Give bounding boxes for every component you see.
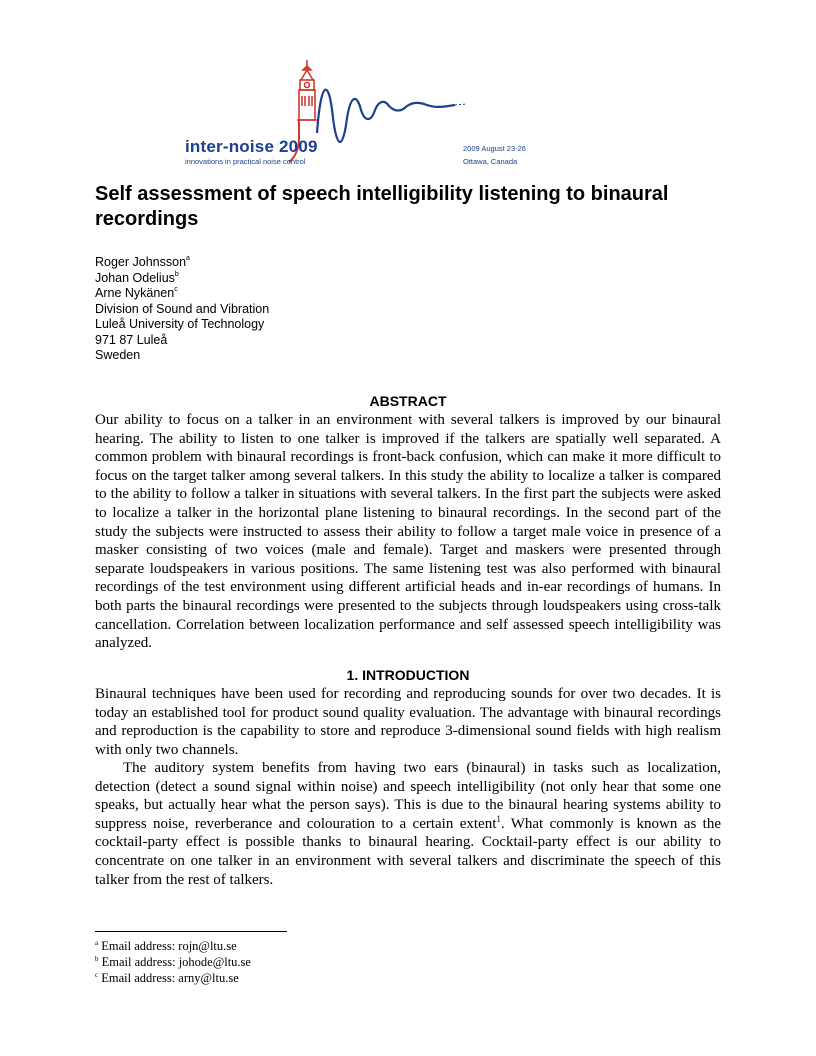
abstract-text: Our ability to focus on a talker in an environment with several talkers is improved by our binaural hearing. The ability to listen to one talker is improved if the talkers are spatially well separated. A common problem with binaural recordings is front-back confusion, which can make it more difficult to focus on the target talker among several talkers. In this study the ability to localize a talker is compared to the ability to follow a talker in situations with several talkers. In the first part the subjects were asked to localize a talker in the horizontal plane listening to binaural recordings. In the second part of the study the subjects were instructed to assess their ability to follow a target male voice in presence of a masker consisting of two voices (male and female). Target and maskers were presented through separate loudspeakers in various positions. The same listening test was also performed with binaural recordings of the test environment using different artificial heads and in-ear recordings of humans. In both parts the binaural recordings were presented to the subjects through loudspeakers using cross-talk cancellation. Correlation between localization performance and self assessed speech intelligibility was analyzed.	[95, 412, 721, 652]
footnote: $^b$ Email address: johode@ltu.se	[95, 955, 251, 969]
author: Johan Odelius$^b$	[95, 270, 179, 285]
introduction-heading: 1. INTRODUCTION	[346, 667, 470, 683]
conference-tagline: innovations in practical noise control	[185, 157, 306, 166]
conference-name: inter-noise 2009	[185, 137, 318, 156]
citation-marker: 1	[496, 813, 501, 824]
paper-title: Self assessment of speech intelligibility listening to binaural recordings	[95, 183, 669, 230]
author: Roger Johnsson$^a$	[95, 255, 190, 269]
affiliation-line: Luleå University of Technology	[95, 317, 265, 331]
abstract-heading: ABSTRACT	[369, 393, 447, 409]
footnote: $^c$ Email address: arny@ltu.se	[95, 971, 239, 985]
conference-location: Ottawa, Canada	[463, 157, 518, 166]
footnotes	[95, 938, 251, 986]
affiliation-line: Sweden	[95, 348, 141, 362]
wave-icon	[317, 90, 455, 142]
introduction-paragraph-1: Binaural techniques have been used for recording and reproducing sounds for over two decades. It is today an established tool for product sound quality evaluation. The advantage with binaural recordings and reproduction is the capability to store and reproduce 3-dimensional sound fields with high realism with only two channels.	[95, 686, 721, 758]
author-block	[95, 255, 269, 364]
conference-date: 2009 August 23-26	[463, 144, 526, 153]
author: Arne Nykänen$^c$	[95, 286, 178, 300]
introduction-paragraph-2: The auditory system benefits from having two ears (binaural) in tasks such as localization, detection (detect a sound signal within noise) and speech intelligibility (not only hear that some one speaks, but actually hear what the person says). This is due to the binaural hearing systems ability to suppress noise, reverberance and colouration to a certain extent$^1$. What commonly is known as the cocktail-party effect is possible thanks to binaural hearing. Cocktail-party effect is our ability to concentrate on one talker in an environment with several talkers and discriminate the speech of this talker from the rest of talkers.	[95, 760, 721, 888]
footnote-divider	[95, 931, 287, 932]
footnote: $^a$ Email address: rojn@ltu.se	[95, 939, 237, 953]
affiliation-line: 971 87 Luleå	[95, 332, 168, 347]
affiliation-line: Division of Sound and Vibration	[95, 301, 270, 316]
